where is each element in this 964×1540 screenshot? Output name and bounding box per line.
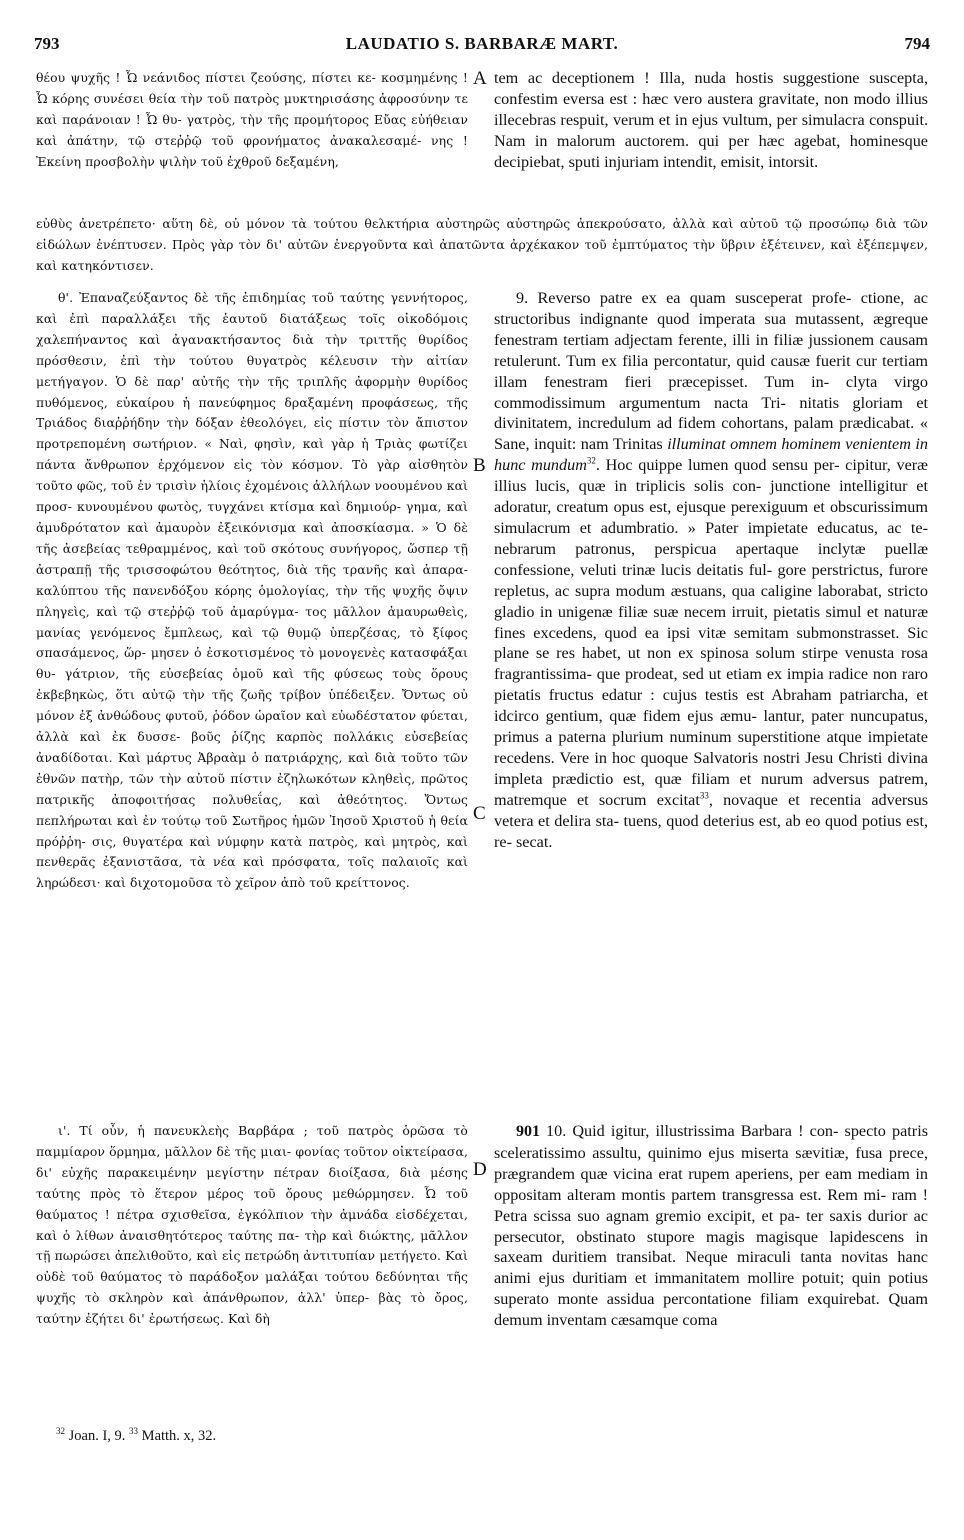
greek-column-section-10 [36,1121,468,1330]
greek-column-section-9 [36,288,468,894]
latin-paragraph: tem ac deceptionem ! Illa, nuda hostis suggestione suscepta, confestim eversa est : hæc vero austera gravitate, non modo illius illecebras respuit, verum et in ejus vultum, per simulacra conspuit. Nam in malorum auctorem. qui per hæc agebat, hominesque decipiebat, sputi injuriam intendit, emisit, intorsit. [494,69,928,171]
column-number: 901 [516,1123,540,1140]
margin-letter-d: D [473,1159,487,1180]
footnote-text: Matth. x, 32. [138,1428,217,1444]
margin-letter-b: B [473,455,486,476]
footnote-text: Joan. I, 9. [65,1428,130,1444]
greek-column-top [36,68,468,173]
latin-paragraph [494,288,928,852]
margin-letter-c: C [473,803,486,824]
page-header [34,34,930,58]
margin-letter-a: A [473,68,487,89]
greek-paragraph: ι'. Τί οὖν, ἡ πανευκλεὴς Βαρβάρα ; τοῦ πατρὸς ὁρῶσα τὸ παμμίαρον ὅρμημα, μᾶλλον δὲ τῆς μιαι- φονίας τοῦτον οἰκτείρασα, δι' εὐχῆς παρακειμένην μεγίστην πέτραν διοίξασα, διὰ μέσης ταύτης πρὸς τὸ ἕτερον μέρος τοῦ ὄρους μεθώρμησεν. Ὦ τοῦ θαύματος ! πέτρα σχισθεῖσα, ἐγκόλπιον τὴν ἀμνάδα εἰσδέχεται, καὶ ὁ λίθων ἀναισθητότερος ταύτης πα- τὴρ καὶ διώκτης, μᾶλλον τῇ πωρώσει ἀπελιθοῦτο, καὶ εἰς πετρώδη ἀντιτυπίαν μετήγετο. Καὶ οὐδὲ τοῦ θαύματος τὸ παράδοξον μαλάξαι τούτου δεδύνηται τῆς ψυχῆς τὸ σκληρὸν καὶ ἀπάνθρωπον, ἀλλ' ὑπερ- βὰς τὸ ὄρος, ταύτην ἐζήτει δι' ἐρωτήσεως. Καὶ δὴ [36,1123,468,1327]
page-number-left: 793 [34,34,60,53]
latin-text: . Hoc quippe lumen quod sensu per- cipitur, veræ illius lucis, quæ in triplicis solis con- junctione intelligitur et adoratur, creatum opus est, ejusque perexiguum et obscurissimum simulacrum et adumbratio. » Pater impietate educatus, ac te- nebrarum patronus, perspicua apertaque inclytæ puellæ confessione, veluti trinæ lucis deitatis ful- gore perstrictus, furore repletus, ac supra modum æstuans, qua caligine laborabat, stricto gladio in unigenæ filiæ suæ necem irruit, pietatis simul et naturæ fines excedens, quod ea ipsi vitæ semitam submonstrasset. Sic plane se res habet, ut non ex spinosa solum stirpe venusta rosa fragrantissima- que prodeat, sed ut etiam ex impia radice non raro pietatis fructus edatur : cujus testis est Abraham patriarcha, et idcirco gentium, quæ fidem ejus æmu- lantur, pater nuncupatus, primus a paterna plurium numinum superstitione atque impietate recedens. Vere in hoc quoque Salvatoris nostri Jesu Christi divina impleta prædictio est, quæ filiam et nurum adversus patrem, matremque et socrum excitat [494,456,928,809]
latin-column-section-10 [494,1121,928,1331]
latin-column-top [494,68,928,173]
latin-text: 10. Quid igitur, illustrissima Barbara ! con- specto patris sceleratissimo assultu, quinimo ejus miserta sævitiæ, fusa prece, prægrandem quæ vicina erat rupem aperiens, per eam mediam in oppositam alteram montis partem transgressa est. Rem mi- ram ! Petra scissa suo agnam gremio excipit, et pa- ter saxis durior ac persecutor, obstinato stupore magis magisque lapidescens in saxeam duritiem transibat. Neque miraculi tanta novitas hanc animi ejus duritiam et immanitatem mollire potuit; quin potius superato monte assidua percontatione filiam exquirebat. Quam demum inventam cæsamque coma [494,1122,928,1330]
latin-column-section-9 [494,288,928,852]
greek-paragraph: θ'. Ἐπαναζεύξαντος δὲ τῆς ἐπιδημίας τοῦ ταύτης γεννήτορος, καὶ ἐπὶ παραλλάξει τῆς ἑαυτοῦ διατάξεως τοῖς οἰκοδόμοις χαλεπήναντος καὶ ἀγανακτήσαντος διὰ τὴν τριττῆς θυρίδος πρόσθεσιν, ἐπὶ τὴν τούτου θυγατρὸς κέλευσιν τὴν αἰτίαν μετήγαγον. Ὁ δὲ παρ' αὐτῆς τὴν τῆς τριπλῆς ἀφορμὴν θυρίδος πυθόμενος, εὐκαίρου ἡ πανεύφημος δραξαμένη προφάσεως, τῆς Τριάδος διαῤῥήδην τὴν δόξαν ἐθεολόγει, εἰς πίστιν τὸν ἄπιστον προτρεπομένη σωτήριον. « Ναὶ, φησὶν, καὶ γὰρ ἡ Τριὰς φωτίζει πάντα ἄνθρωπον ἐρχόμενον εἰς τὸν κόσμον. Τὸ γὰρ αἰσθητὸν τοῦτο φῶς, τοῦ ἐν τρισὶν ἡλίοις ἐχομένοις ἀλλήλων νοουμένου καὶ προσ- κυνουμένου φωτὸς, τυγχάνει κτίσμα καὶ δημιούρ- γημα, καὶ ἀμυδρότατον καὶ ἀμαυρὸν ἐξεικόνισμα καὶ ἀποσκίασμα. » Ὁ δὲ τῆς ἀσεβείας τεθραμμένος, καὶ τοῦ σκότους συνήγορος, ὥσπερ τῇ ἀστραπῇ τῆς τρισσοφώτου θεότητος, διὰ τῆς τρανῆς καὶ ἀπαρα- καλύπτου τῆς πανενδόξου κόρης ὁμολογίας, τὴν τῆς ψυχῆς ὄψιν πληγεὶς, καὶ τῷ στεῤῥῷ τοῦ ἀμαρύγμα- τος μᾶλλον ἀμαυρωθεὶς, μανίας γενόμενος ἔμπλεως, καὶ τῷ θυμῷ ὑπερζέσας, τὸ ξίφος σπασάμενος, ὥρ- μησεν ὁ ἐσκοτισμένος τὸ μονογενὲς κατασφάξαι θυ- γάτριον, τῆς εὐσεβείας ὁμοῦ καὶ τῆς φύσεως τοὺς ὅρους ἐκβεβηκὼς, ὅτι αὐτῷ τὴν τῆς ζωῆς τρίβον ὑπέδειξεν. Ὄντως οὐ μόνον ἐξ ἀνθώδους φυτοῦ, ῥόδον ὡραῖον καὶ εὐωδέστατον φύεται, ἀλλὰ καὶ ἐκ δυσσε- βοῦς ῥίζης καρπὸς πολλάκις εὐσεβείας ἀναδίδοται. Καὶ μάρτυς Ἀβραὰμ ὁ πατριάρχης, καὶ διὰ τοῦτο τῶν ἐθνῶν πατὴρ, τῶν τὴν αὐτοῦ πίστιν ἐζηλωκότων κληθεὶς, πρῶτος πατρικῆς ἀποφοιτήσας πολυθεΐας, καὶ ἀθεότητος. Ὄντως πεπλήρωται καὶ ἐν τούτῳ τοῦ Σωτῆρος ἡμῶν Ἰησοῦ Χριστοῦ ἡ θεία πρόῤῥη- σις, θυγατέρα καὶ νύμφην κατὰ πατρὸς, καὶ μητρὸς, καὶ πενθερᾶς ἐξανιστᾶσα, τὰ νέα καὶ πρόσφατα, τοῖς παλαιοῖς καὶ ληρώδεσι· καὶ διχοτομοῦσα τὸ χεῖρον ἀπὸ τοῦ κρείττονος. [36,290,468,891]
running-title: LAUDATIO S. BARBARÆ MART. [345,34,619,53]
greek-full-width-text [36,214,928,277]
footnotes [56,1428,216,1445]
latin-paragraph [494,1121,928,1331]
footnote-number: 33 [129,1426,139,1437]
latin-text: , novaque et recentia adversus vetera et delira sta- tuens, quod deterius est, ab eo quod potius est, re- secat. [494,790,928,851]
footnote-number: 32 [56,1426,65,1437]
latin-quotation: illuminat omnem hominem venientem in hunc mundum [494,435,928,475]
greek-paragraph: εὐθὺς ἀνετρέπετο· αὕτη δὲ, οὐ μόνον τὰ τούτου θελκτήρια αὐστηρῶς αὐστηρῶς ἀπεκρούσατο, ἀλλὰ καὶ αὐτοῦ τῷ προσώπῳ διὰ τῶν εἰδώλων ἐνέπτυσεν. Πρὸς γὰρ τὸν δι' αὐτῶν ἐνεργοῦντα καὶ ἀπατῶντα ἀρχέκακον τοῦ ἐμπτύματος τὴν ὕβριν ἐξέτεινεν, καὶ ἐξέπεμψεν, καὶ κατηκόντισεν. [36,216,928,273]
latin-text: 9. Reverso patre ex ea quam susceperat profe- ctione, ac structoribus indignante quod imperata sua mutassent, ægreque fenestram tertiam adjectam ferente, illi in filiæ jussionem causam retulerunt. Tum ex filia percontatur, quid causæ fuerit cur tertiam illam fenestram fieri præcepisset. Tum in- clyta virgo commodissimum argumentum nacta Tri- nitatis gloriam et divinitatem, incredulum ad fidem cohortans, palam prædicabat. « Sane, inquit: nam Trinitas [494,289,928,454]
page-number-right: 794 [904,34,930,53]
footnote-ref: 32 [586,455,596,466]
footnote-ref: 33 [699,790,709,801]
greek-paragraph: θέου ψυχῆς ! Ὦ νεάνιδος πίστει ζεούσης, πίστει κε- κοσμημένης ! Ὦ κόρης συνέσει θεία τὴν τοῦ πατρὸς μυκτηρισάσης ἀφροσύνην τε καὶ παράνοιαν ! Ὦ θυ- γατρὸς, τὴν τῆς προμήτορος Εὔας εὐήθειαν καὶ ἀπάτην, τῷ στεῤῥῷ τοῦ φρονήματος ἀνακαλεσαμέ- νης ! Ἐκείνη προσβολὴν ψιλὴν τοῦ ἐχθροῦ δεξαμένη, [36,70,468,169]
